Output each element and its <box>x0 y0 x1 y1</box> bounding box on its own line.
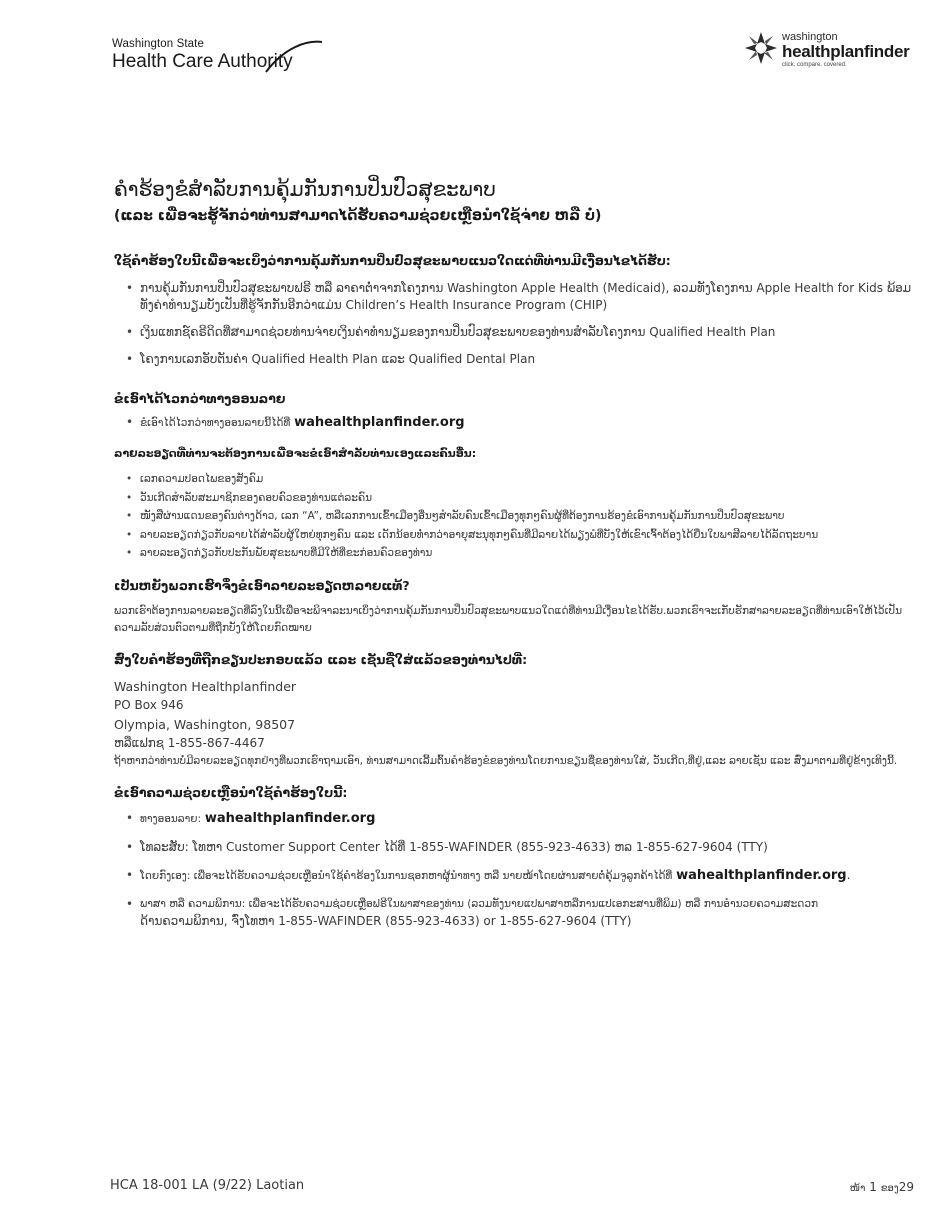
mailing-address-line1: Washington Healthplanfinder <box>114 678 297 694</box>
section-send-heading: ສົ່ງໃບຄໍາຮ້ອງທີ່ຖືກຂຽນປະກອບແລ້ວ ແລະ ເຊັນຊື່ໃສ່ແລ້ວຂອງທ່ານໄປທີ່: <box>114 651 528 667</box>
page-prefix: ໜ້າ <box>849 1183 866 1194</box>
section-help-list <box>114 810 914 930</box>
page-of: ຂອງ <box>880 1183 899 1194</box>
section-online-heading: ຂໍເອົາໄດ້ໄວກວ່າທາງອອນລາຍ <box>114 391 286 406</box>
language-help-line2: ດ້ານຄວາມພິການ, ຈົ່ງໂທຫາ 1-855-WAFINDER (855-923-4633) or 1-855-627-9604 (TTY) <box>140 913 632 928</box>
section-use-heading: ໃຊ້ຄໍາຮ້ອງໃບນີ້ເພື່ອຈະເບິ່ງວ່າການຄຸ້ມກັນການປິ່ນປົວສຸຂະພາບແນວໃດແດ່ທີ່ທ່ານມີເງື່ອນໄຂໄດ້ຮັບ: <box>114 253 671 268</box>
list-item <box>140 867 914 885</box>
help-online-prefix: ທາງອອນລາຍ: <box>140 812 202 825</box>
online-prefix: ຂໍເອົາໄດ້ໄວກວ່າທາງອອນລາຍນີ້ໄດ້ທີ່ <box>140 417 291 429</box>
list-item: • ເງິນແທກຊ໌ຄຣີດິດທີ່ສາມາດຊ່ວຍທ່ານຈ່າຍເງິນຄ່າທໍານຽມຂອງການປິ່ນປົວສຸຂະພາບຂອງທ່ານສໍາລັບໂຄງການ Qualified Health Plan <box>140 324 914 341</box>
in-person-link[interactable]: wahealthplanfinder.org <box>676 867 847 883</box>
healthplanfinder-logo <box>744 29 914 73</box>
section-info-list <box>114 472 914 561</box>
mailing-address-line3: Olympia, Washington, 98507 <box>114 716 296 732</box>
hca-logo <box>112 38 322 78</box>
list-item: • ໂຄງການເລກອັບຕັນຄ່າ Qualified Health Plan ແລະ Qualified Dental Plan <box>140 351 914 368</box>
mailing-address-line2: PO Box 946 <box>114 697 184 712</box>
page-current: 1 <box>869 1180 877 1194</box>
list-item: • ລາຍລະອຽດກ່ຽວກັບປະກັນພັຍສຸຂະພາບທີ່ມີໃຫ້ທີ່ຂະກ່ອນຄົວຂອງທ່ານ <box>140 546 914 561</box>
list-item: • ໂທລະສັບ: ໂທຫາ Customer Support Center ໄດ້ທີ່ 1-855-WAFINDER (855-923-4633) ຫລ 1-855-627-9604 (TTY) <box>140 839 914 856</box>
section-info-heading: ລາຍລະອຽດທີ່ທ່ານຈະຕ້ອງການເພື່ອຈະຂໍເອົາສໍາລັບທ່ານເອງແລະຄົນອື່ນ: <box>114 447 477 460</box>
in-person-text: ໂດຍກົງເອງ: ເພື່ອຈະໄດ້ຮັບຄວາມຊ່ວຍເຫຼືອນໍາໃຊ້ຄໍາຮ້ອງໃນການຊອກຫາຜູ້ນໍາທາງ ຫລື ນາຍໜ້າໂດຍຜ່ານສາຍຕໍ່ຄຸ້ມຈູລູກຄ້າໄດ້ທີ່ <box>140 869 673 882</box>
page-number <box>850 1180 914 1194</box>
list-item: • ເລກຄວາມປອດໄພຂອງສັງຄົມ <box>140 472 914 487</box>
section-help-heading: ຂໍເອົາຄວາມຊ່ວຍເຫຼືອນໍາໃຊ້ຄໍາຮ້ອງໃບນີ້: <box>114 784 348 800</box>
section-online-list <box>114 414 914 432</box>
help-online-link[interactable]: wahealthplanfinder.org <box>204 810 376 826</box>
hca-logo-line1: Washington State <box>112 38 204 50</box>
section-use-list <box>114 280 914 368</box>
list-item <box>140 414 914 432</box>
hpf-logo-line2: healthplanfinder <box>782 42 910 61</box>
list-item: • ໜັງສືຜ່ານແດນຂອງຄົນຕ່າງດ້າວ, ເລກ “A”, ຫລືເລກການເຂົ້າເມືອງອື່ນໆສໍາລັບຄົນເຂົ້າເມືອງທຸກໆຄົນຜູ້ທີ່ຕ້ອງການຮ້ອງຂໍເອົາການຄຸ້ມກັນການປິ່ນປົວສຸຂະພາບ <box>140 509 914 524</box>
hpf-logo-line1: washington <box>782 31 838 43</box>
list-item <box>140 896 914 930</box>
in-person-suffix: . <box>846 867 851 882</box>
list-item: • ລາຍລະອຽດກ່ຽວກັບລາຍໄດ້ສໍາລັບຜູ້ໃຫຍ່ທຸກໆຄົນ ແລະ ເດັກນ້ອຍທໍ່າກວ່າອາຍຸສະນຸທຸກໆຄົນທີ່ມີລາຍໄດ້ພຽງພໍທີ່ບັງໃຫ້ເຂົາເຈົ້າຕ້ອງໄດ້ຍື່ນໃບພາສີລາຍໄດ້ລັດຖະບານ <box>140 528 914 543</box>
list-item: • ການຄຸ້ມກັນການປິ່ນປົວສຸຂະພາບຟຣີ ຫລື ລາຄາຕໍ່າຈາກໂຄງການ Washington Apple Health (Medicaid), ລວມທັງໂຄງການ Apple Health for Kids ພ້ອມທັງຄ່າທໍານຽມບັງເປັນທີ່ຮູ້ຈັກກັນອີກວ່າແມ່ນ Children’s Health Insurance Program (CHIP) <box>140 280 914 314</box>
page-subtitle: (ແລະ ເພື່ອຈະຮູ້ຈັກວ່າທ່ານສາມາດໄດ້ຮັບຄວາມຊ່ວຍເຫຼືອນໍາໃຊ້ຈ່າຍ ຫລື ບໍ່) <box>114 208 602 224</box>
list-item: • ວັນເກີດສໍາລັບສະມາຊິກຂອງຄອບຄົວຂອງທ່ານແຕ່ລະຄົນ <box>140 491 914 506</box>
form-id: HCA 18-001 LA (9/22) Laotian <box>110 1178 305 1193</box>
hpf-tagline: click. compare. covered. <box>782 62 847 68</box>
swoosh-icon <box>264 38 324 74</box>
online-link[interactable]: wahealthplanfinder.org <box>294 415 465 430</box>
page-title: ຄໍາຮ້ອງຂໍສໍາລັບການຄຸ້ມກັນການປິ່ນປົວສຸຂະພາບ <box>114 177 496 201</box>
section-why-body: ພວກເຮົາຕ້ອງການລາຍລະອຽດທີ່ລົງໃນນີ້ເພື່ອຈະພິຈາລະນາເບິ່ງວ່າການຄຸ້ມກັນການປິ່ນປົວສຸຂະພາບແນວໃດແດ່ທີ່ທ່ານມີເງື່ອນໄຂໄດ້ຮັບ.ພວກເຮົາຈະເກັບຮັກສາລາຍລະອຽດທີ່ທ່ານເອົາໃຫ້ໄວ້ເປັນຄວາມລັບສ່ວນຕົວຕາມທີ່ຖືກບັງໃຫ້ໂດຍກົດໝາຍ <box>114 604 902 634</box>
starburst-icon <box>744 31 778 65</box>
partial-info-note: ຖ້າຫາກວ່າທ່ານບໍ່ມີລາຍລະອຽດທຸກຢ່າງທີ່ພວກເຮົາຖາມເອົາ, ທ່ານສາມາດເລີ້ມຕົ້ນຄໍາຮ້ອງຂໍຂອງທ່ານໂດຍການຂຽນຊື່ຂອງທ່ານໃສ່, ວັນເກີດ,ທີ່ຢູ່,ແລະ ລາຍເຊັນ ແລະ ສົ່ງມາຕາມທີ່ຢູ່ຂ້າງເທິງນີ້. <box>114 754 898 767</box>
list-item <box>140 810 914 828</box>
section-why-heading: ເປັນຫຍັງພວກເຮົາຈຶ່ງຂໍເອົາລາຍລະອຽດຫລາຍແທ້? <box>114 577 410 593</box>
fax-number: ຫລືແຟກຊ 1-855-867-4467 <box>114 735 265 750</box>
language-help-line1: • ພາສາ ຫລື ຄວາມພິການ: ເພື່ອຈະໄດ້ຮັບຄວາມຊ່ວຍເຫຼືອຟຣີໃນພາສາຂອງທ່ານ (ລວມທັງນາຍແປພາສາຫລືການແປເອກະສານທີ່ພິມ) ຫລື ການອໍານວຍຄວາມສະດວກ <box>140 897 819 910</box>
page-total: 29 <box>898 1180 914 1194</box>
document-body <box>114 176 914 941</box>
hca-logo-line2: Health Care Authority <box>112 51 293 72</box>
